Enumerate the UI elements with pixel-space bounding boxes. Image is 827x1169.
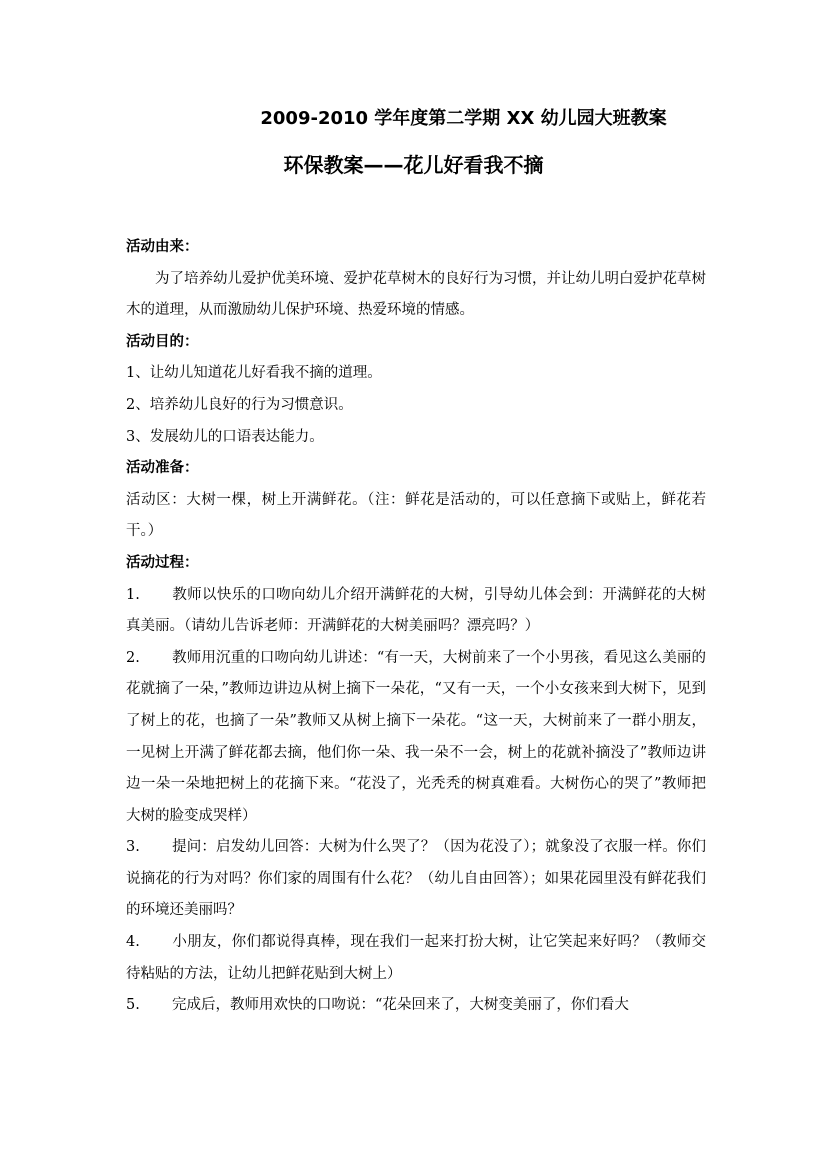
process-step-5 bbox=[126, 990, 706, 1022]
step-text: 小朋友，你们都说得真棒，现在我们一起来打扮大树，让它笑起来好吗？（教师交待粘贴的方法，让幼儿把鲜花贴到大树上） bbox=[126, 934, 706, 982]
section-heading-goals: 活动目的： bbox=[126, 333, 199, 350]
step-text: 完成后，教师用欢快的口吻说：“花朵回来了，大树变美丽了，你们看大 bbox=[172, 997, 629, 1014]
goal-item-1: 1、让幼儿知道花儿好看我不摘的道理。 bbox=[126, 365, 382, 382]
process-step-1 bbox=[126, 580, 706, 643]
goal-item-2: 2、培养幼儿良好的行为习惯意识。 bbox=[126, 396, 353, 413]
section-heading-preparation: 活动准备： bbox=[126, 460, 199, 477]
goal-item-3: 3、发展幼儿的口语表达能力。 bbox=[126, 428, 324, 445]
step-text: 教师以快乐的口吻向幼儿介绍开满鲜花的大树，引导幼儿体会到：开满鲜花的大树真美丽。（请幼儿告诉老师：开满鲜花的大树美丽吗？漂亮吗？） bbox=[126, 586, 706, 635]
step-number: 1. bbox=[126, 586, 140, 603]
step-number: 2. bbox=[126, 649, 140, 666]
step-number: 3. bbox=[126, 839, 140, 856]
school-title: 2009-2010 学年度第二学期 XX 幼儿园大班教案 bbox=[260, 108, 667, 129]
section-heading-process: 活动过程： bbox=[126, 554, 199, 571]
step-number: 4. bbox=[126, 934, 140, 951]
step-text: 教师用沉重的口吻向幼儿讲述：“有一天，大树前来了一个小男孩，看见这么美丽的花就摘了一朵，”教师边讲边从树上摘下一朵花，“又有一天，一个小女孩来到大树下，见到了树上的花，也摘了一朵”教师又从树上摘下一朵花。“这一天，大树前来了一群小朋友，一见树上开满了鲜花都去摘，他们你一朵、我一朵不一会，树上的花就补摘没了”教师边讲边一朵一朵地把树上的花摘下来。“花没了，光秃秃的树真难看。大树伤心的哭了”教师把大树的脸变成哭样） bbox=[126, 649, 706, 824]
section-heading-origin: 活动由来： bbox=[126, 239, 199, 255]
step-text: 提问：启发幼儿回答：大树为什么哭了？（因为花没了）；就象没了衣服一样。你们说摘花的行为对吗？你们家的周围有什么花？（幼儿自由回答）；如果花园里没有鲜花我们的环境还美丽吗？ bbox=[126, 839, 706, 919]
process-step-3 bbox=[126, 832, 706, 927]
lesson-title: 环保教案——花儿好看我不摘 bbox=[283, 153, 544, 177]
process-step-4 bbox=[126, 927, 706, 990]
step-number: 5. bbox=[126, 997, 140, 1014]
preparation-paragraph: 活动区：大树一棵，树上开满鲜花。（注：鲜花是活动的，可以任意摘下或贴上，鲜花若干。） bbox=[126, 491, 706, 540]
process-step-2 bbox=[126, 643, 706, 833]
origin-paragraph: 为了培养幼儿爱护优美环境、爱护花草树木的良好行为习惯，并让幼儿明白爱护花草树木的道理，从而激励幼儿保护环境、热爱环境的情感。 bbox=[126, 270, 706, 319]
document-body bbox=[126, 232, 706, 1022]
